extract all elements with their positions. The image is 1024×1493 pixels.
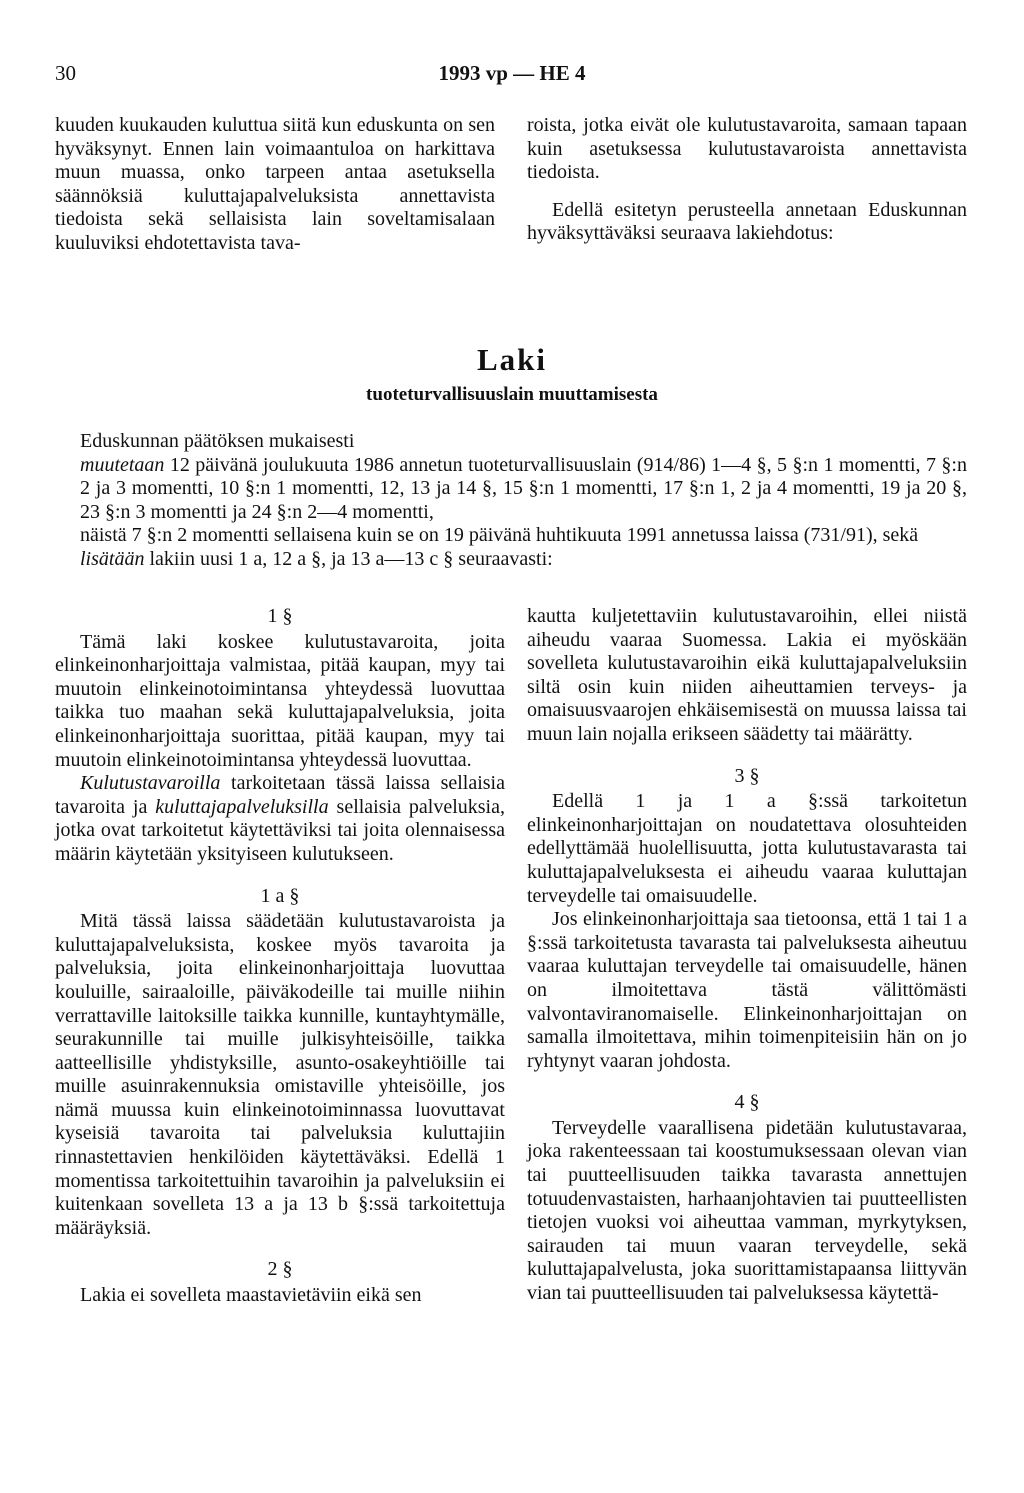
term-kulutustavaroilla: Kulutustavaroilla (80, 772, 221, 795)
preamble-amendments (55, 454, 967, 525)
section-1-paragraph-2-text-b: sellaisia palveluksia, jotka ovat tarkoitetut käytettäviksi tai joita olennaisessa määrin käytetään yksityiseen kulutukseen. (55, 795, 505, 865)
section-1a-paragraph-1: Mitä tässä laissa säädetään kulutustavaroista ja kuluttajapalveluksista, koskee myös tavaroita ja palveluksia, joita elinkeinonharjoittaja luovuttaa kouluille, sairaaloille, päiväkodeille tai muille niihin verrattaville laitoksille taikka kunnille, kuntayhtymälle, seurakunnille tai muille julkisyhteisöille, taikka aatteellisille yhdistyksille, asunto-osakeyhtiöille tai muille asuinrakennuksia omistaville yhteisöille, jos nämä muussa kuin elinkeinotoiminnassa luovuttavat kyseisiä tavaroita tai palveluksia kuluttajiin rinnastettavien henkilöiden käytettäväksi. Edellä 1 momentissa tarkoitettuihin tavaroihin ja palveluksiin ei kuitenkaan sovelleta 13 a ja 13 b §:ssä tarkoitettuja määräyksiä. (55, 910, 505, 1239)
law-preamble (55, 430, 967, 572)
section-3-paragraph-1: Edellä 1 ja 1 a §:ssä tarkoitetun elinkeinonharjoittajan on noudatettava olosuhteiden edellyttämää huolellisuutta, jotta kulutustavarasta tai kuluttajapalveluksesta ei aiheudu vaaraa kuluttajan terveydelle tai omaisuudelle. (527, 790, 967, 907)
law-title: Laki (476, 342, 548, 377)
section-4-paragraph-1: Terveydelle vaarallisena pidetään kulutustavaraa, joka rakenteessaan tai koostumuksessaan olevan vian tai puutteellisuuden taikka tavarasta annettujen totuudenvastaisten, harhaanjohtavien tai puutteellisten tietojen vuoksi voi aiheuttaa vamman, myrkytyksen, sairauden tai muun vaaran terveydelle, sekä kuluttajapalvelusta, joka suorittamistapaansa liittyvän vian tai puutteellisuuden tai palveluksessa käytettä- (527, 1116, 967, 1305)
section-2-paragraph-1: Lakia ei sovelleta maastavietäviin eikä sen (80, 1284, 422, 1307)
page-number: 30 (55, 61, 76, 85)
section-1-paragraph-1: Tämä laki koskee kulutustavaroita, joita elinkeinonharjoittaja valmistaa, pitää kaupan, myy tai muutoin elinkeinotoimintansa yhteydessä luovuttaa taikka tuo maahan sekä kuluttajapalveluksia, joita elinkeinonharjoittaja suorittaa, pitää kaupan, myy tai muutoin elinkeinotoimintansa yhteydessä luovuttaa. (55, 630, 505, 771)
intro-right-paragraph-2: Edellä esitetyn perusteella annetaan Eduskunnan hyväksyttäväksi seuraava lakiehdotus: (527, 198, 967, 245)
section-1-paragraph-2 (55, 772, 505, 866)
section-1-heading: 1 § (267, 605, 293, 627)
section-1-paragraph-2-text-a: tarkoitetaan tässä laissa sellaisia tavaroita ja (55, 772, 505, 818)
intro-right-column (527, 114, 967, 246)
law-left-column (55, 605, 505, 1308)
section-2-heading: 2 § (267, 1258, 293, 1281)
intro-left-column (55, 114, 495, 256)
section-4-heading: 4 § (734, 1091, 760, 1114)
preamble-added-text: lakiin uusi 1 a, 12 a §, ja 13 a—13 c § seuraavasti: (144, 547, 553, 570)
section-3-paragraph-2: Jos elinkeinonharjoittaja saa tietoonsa, että 1 tai 1 a §:ssä tarkoitetusta tavarasta tai palveluksesta aiheutuu vaaraa kuluttajan terveydelle tai omaisuudelle, hänen on ilmoitettava tästä välittömästi valvontaviranomaiselle. Elinkeinonharjoittajan on samalla ilmoitettava, mihin toimenpiteisiin hän on jo ryhtynyt vaaran johdosta. (527, 908, 967, 1072)
preamble-additions (55, 548, 967, 572)
running-header: 1993 vp — HE 4 (438, 61, 586, 85)
preamble-intro: Eduskunnan päätöksen mukaisesti (80, 430, 355, 452)
preamble-line-2: näistä 7 §:n 2 momentti sellaisena kuin se on 19 päivänä huhtikuuta 1991 annetussa laissa (731/91), sekä (80, 524, 919, 547)
term-kuluttajapalveluksilla: kuluttajapalveluksilla (155, 795, 329, 818)
law-subtitle: tuoteturvallisuuslain muuttamisesta (366, 384, 658, 405)
preamble-amended-word: muutetaan (80, 453, 165, 476)
section-1a-heading: 1 a § (260, 884, 300, 907)
intro-left-paragraph: kuuden kuukauden kuluttua siitä kun eduskunta on sen hyväksynyt. Ennen lain voimaantuloa on harkittava muun muassa, onko tarpeen antaa asetuksella säännöksiä kuluttajapalveluksista annettavista tiedoista sekä sellaisista lain soveltamisalaan kuuluviksi ehdotettavista tava- (55, 114, 495, 254)
intro-right-paragraph-1: roista, jotka eivät ole kulutustavaroita, samaan tapaan kuin asetuksessa kulutustavaroista annettavista tiedoista. (527, 114, 967, 184)
preamble-added-word: lisätään (80, 547, 145, 570)
law-right-column (527, 605, 967, 1306)
section-3-heading: 3 § (734, 764, 760, 787)
preamble-amended-text: 12 päivänä joulukuuta 1986 annetun tuoteturvallisuuslain (914/86) 1—4 §, 5 §:n 1 momentti, 7 §:n 2 ja 3 momentti, 10 §:n 1 momentti, 12, 13 ja 14 §, 15 §:n 1 momentti, 17 §:n 1, 2 ja 4 momentti, 19 ja 20 §, 23 §:n 3 momentti ja 24 §:n 2—4 momentti, (80, 453, 967, 523)
section-2-continuation: kautta kuljetettaviin kulutustavaroihin, ellei niistä aiheudu vaaraa Suomessa. Lakia ei myöskään sovelleta kulutustavaroihin eikä kuluttajapalveluksiin siltä osin kuin niiden aiheuttamien terveys- ja omaisuusvaarojen ehkäisemisestä on muussa laissa tai muun lain nojalla erikseen säädetty tai määrätty. (527, 605, 967, 745)
